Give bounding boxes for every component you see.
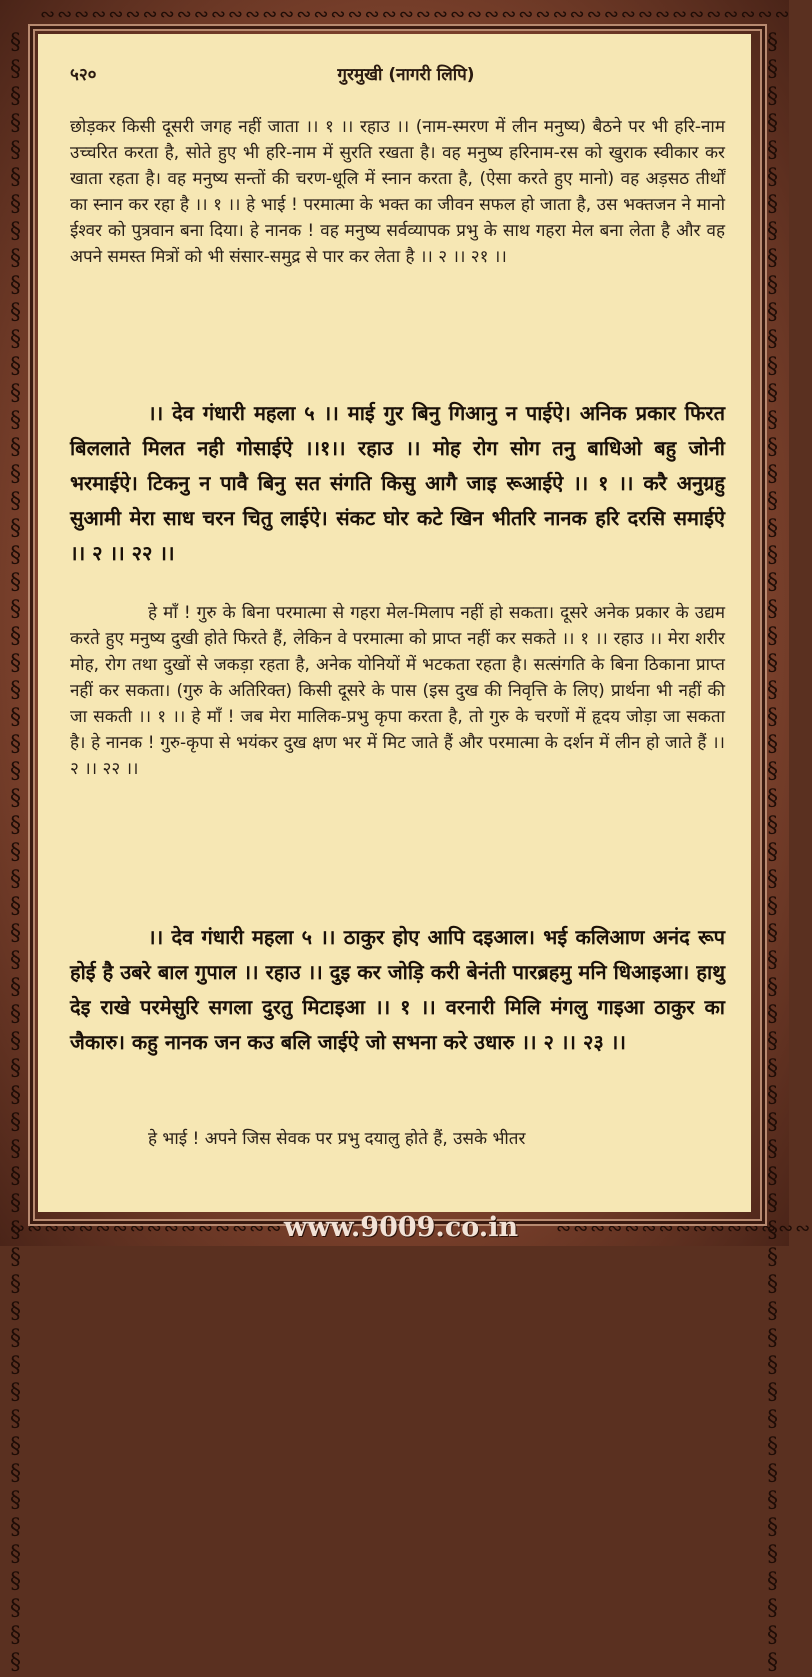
top-ornament-border: ∾∾∾∾∾∾∾∾∾∾∾∾∾∾∾∾∾∾∾∾∾∾∾∾∾∾∾∾∾∾∾∾∾∾∾∾∾∾∾∾∾∾∾∾	[40, 4, 792, 25]
prose-text: छोड़कर किसी दूसरी जगह नहीं जाता ।। १ ।। रहाउ ।। (नाम-स्मरण में लीन मनुष्य) बैठने पर भी हरि-नाम उच्चरित करता है, सोते हुए भी हरि-नाम में सुरति रखता है। वह मनुष्य हरिनाम-रस को खुराक स्वीकार कर खाता रहता है। वह मनुष्य सन्तों की चरण-धूलि में स्नान करता है, (ऐसा करते हुए मानो) वह अड़सठ तीर्थों का स्नान कर रहा है ।। १ ।। हे भाई ! परमात्मा के भक्त का जीवन सफल हो जाता है, उस भक्तजन ने मानो ईश्वर को पुत्रवान बना दिया। हे नानक ! वह मनुष्य सर्वव्यापक प्रभु के साथ गहरा मेल बना लेता है और वह अपने समस्त मित्रों को भी संसार-समुद्र से पार कर लेता है ।। २ ।। २१ ।।	[70, 117, 725, 267]
prose-text: हे माँ ! गुरु के बिना परमात्मा से गहरा मेल-मिलाप नहीं हो सकता। दूसरे अनेक प्रकार के उद्यम करते हुए मनुष्य दुखी होते फिरते हैं, लेकिन वे परमात्मा को प्राप्त नहीं कर सकते ।। १ ।। रहाउ ।। मेरा शरीर मोह, रोग तथा दुखों से जकड़ा रहता है, अनेक योनियों में भटकता रहता है। सत्संगति के बिना ठिकाना प्राप्त नहीं कर सकता। (गुरु के अतिरिक्त) किसी दूसरे के पास (इस दुख की निवृत्ति के लिए) प्रार्थना भी नहीं की जा सकती ।। १ ।। हे माँ ! जब मेरा मालिक-प्रभु कृपा करता है, तो गुरु के चरणों में हृदय जोड़ा जा सकता है। हे नानक ! गुरु-कृपा से भयंकर दुख क्षण भर में मिट जाते हैं और परमात्मा के दर्शन में लीन हो जाते हैं ।। २ ।। २२ ।।	[70, 603, 725, 779]
page-header	[66, 62, 726, 92]
verse-text: ।। देव गंधारी महला ५ ।। ठाकुर होए आपि दइआल। भई कलिआण अनंद रूप होई है उबरे बाल गुपाल ।। रहाउ ।। दुइ कर जोड़ि करी बेनंती पारब्रहमु मनि धिआइआ। हाथु देइ राखे परमेसुरि सगला दुरतु मिटाइआ ।। १ ।। वरनारी मिलि मंगलु गाइआ ठाकुर का जैकारु। कहु नानक जन कउ बलि जाईऐ जो सभना करे उधारु ।। २ ।। २३ ।।	[70, 925, 725, 1054]
running-title: गुरमुखी (नागरी लिपि)	[337, 65, 475, 85]
right-ornament-border: §§§§§§§§§§§§§§§§§§§§§§§§§§§§§§§§§§§§§§§§§§§§§§§§§§§§§§§§§§§§§	[760, 30, 785, 1677]
footer-website-link[interactable]: www.9009.co.in	[283, 1212, 519, 1243]
prose-text: हे भाई ! अपने जिस सेवक पर प्रभु दयालु होते हैं, उसके भीतर	[148, 1129, 526, 1149]
prose-paragraph-1	[70, 114, 725, 368]
prose-paragraph-2	[70, 600, 725, 896]
page-number: ५२०	[70, 65, 97, 85]
verse-block-1	[70, 396, 725, 594]
left-ornament-border: §§§§§§§§§§§§§§§§§§§§§§§§§§§§§§§§§§§§§§§§§§§§§§§§§§§§§§§§§§§§§	[3, 30, 28, 1677]
bottom-right-ornament: ∾∾∾∾∾∾∾∾∾∾∾∾∾∾∾	[556, 1218, 812, 1239]
page-paper	[38, 34, 751, 1212]
prose-paragraph-3	[70, 1126, 725, 1156]
verse-block-2	[70, 920, 725, 1120]
verse-text: ।। देव गंधारी महला ५ ।। माई गुर बिनु गिआनु न पाईऐ। अनिक प्रकार फिरत बिललाते मिलत नही गोसाईऐ ।।१।। रहाउ ।। मोह रोग सोग तनु बाधिओ बहु जोनी भरमाईऐ। टिकनु न पावै बिनु सत संगति किसु आगै जाइ रूआईऐ ।। १ ।। करै अनुग्रहु सुआमी मेरा साध चरन चितु लाईऐ। संकट घोर कटे खिन भीतरि नानक हरि दरसि समाईऐ ।। २ ।। २२ ।।	[70, 401, 725, 565]
bottom-left-ornament: ∾∾∾∾∾∾∾∾∾∾∾∾∾∾∾∾	[10, 1218, 284, 1239]
